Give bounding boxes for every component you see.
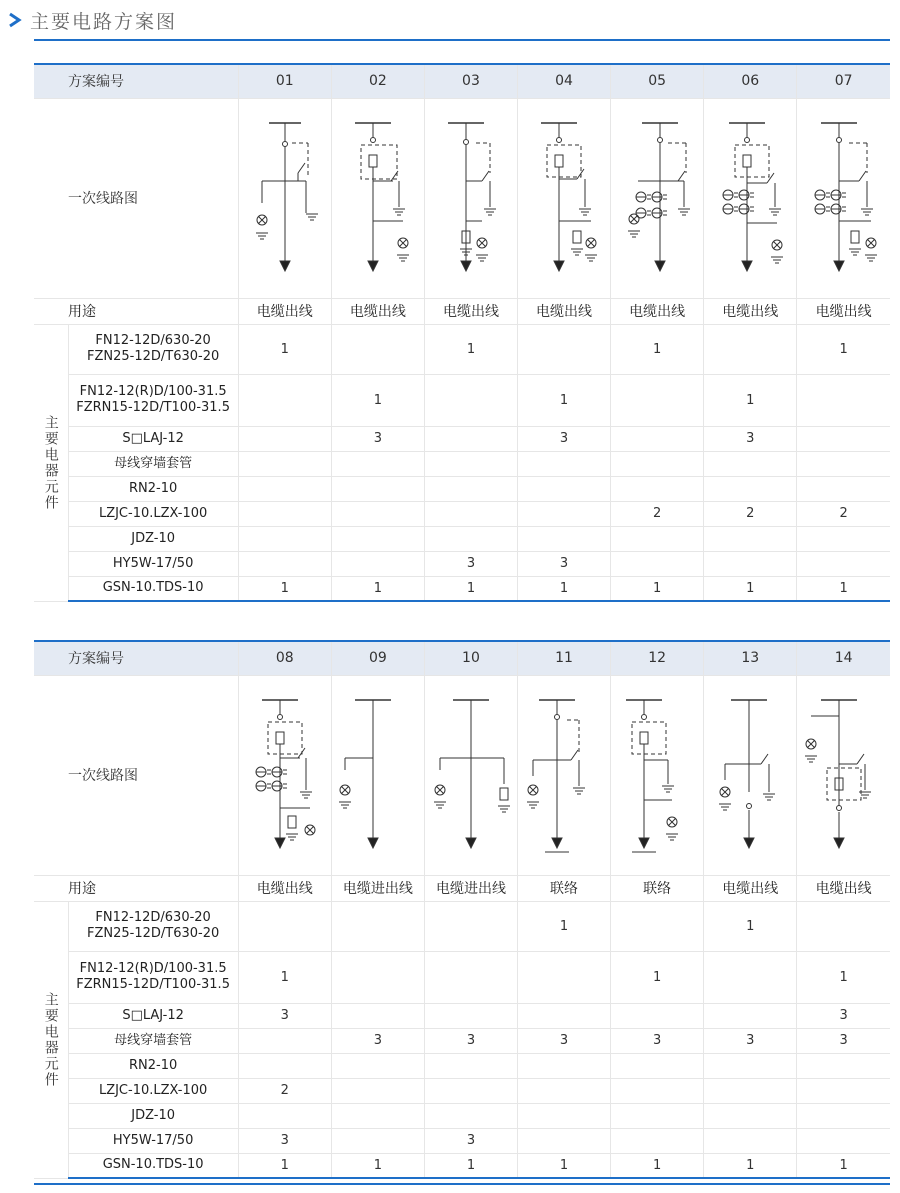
- component-name-text: FN12-12(R)D/100-31.5 FZRN15-12D/T100-31.5: [76, 961, 230, 992]
- component-qty: [238, 551, 331, 576]
- component-qty: [238, 901, 331, 951]
- component-row: [34, 324, 890, 374]
- component-qty: [424, 1103, 517, 1128]
- component-name: [68, 1078, 238, 1103]
- component-qty: [518, 1053, 611, 1078]
- component-qty: 2: [238, 1078, 331, 1103]
- component-row: [34, 1103, 890, 1128]
- use-value: 电缆出线: [238, 875, 331, 901]
- circuit-diagram-06: [705, 103, 795, 293]
- component-row: [34, 1078, 890, 1103]
- diagram-cell-02: [331, 98, 424, 298]
- use-value: 电缆出线: [238, 298, 331, 324]
- diagram-cell-04: [518, 98, 611, 298]
- circuit-diagram-04: [519, 103, 609, 293]
- circuit-diagram-14: [799, 680, 889, 870]
- component-qty: 1: [518, 374, 611, 426]
- component-qty: [611, 426, 704, 451]
- use-value: 电缆出线: [518, 298, 611, 324]
- diagram-label: 一次线路图: [34, 675, 238, 875]
- scheme-number-10: 10: [424, 641, 517, 675]
- scheme-number-08: 08: [238, 641, 331, 675]
- component-qty: [518, 501, 611, 526]
- component-name-text: LZJC-10.LZX-100: [98, 1082, 208, 1098]
- component-qty: 1: [797, 324, 890, 374]
- component-qty: 2: [797, 501, 890, 526]
- scheme-number-04: 04: [518, 64, 611, 98]
- circuit-diagram-01: [240, 103, 330, 293]
- component-qty: [518, 324, 611, 374]
- component-qty: 3: [424, 551, 517, 576]
- component-qty: [797, 374, 890, 426]
- component-row: [34, 1153, 890, 1178]
- component-qty: 1: [518, 576, 611, 601]
- component-row: [34, 476, 890, 501]
- component-qty: [331, 501, 424, 526]
- page-header: [8, 4, 177, 36]
- component-qty: 1: [704, 374, 797, 426]
- component-qty: 3: [424, 1128, 517, 1153]
- component-qty: [704, 526, 797, 551]
- component-qty: [611, 551, 704, 576]
- component-name-text: JDZ-10: [131, 1107, 175, 1123]
- component-qty: [797, 551, 890, 576]
- chevron-right-icon: [8, 12, 22, 28]
- component-name: [68, 1153, 238, 1178]
- component-qty: 2: [611, 501, 704, 526]
- diagram-cell-09: [331, 675, 424, 875]
- component-qty: [611, 1078, 704, 1103]
- component-qty: 3: [331, 1028, 424, 1053]
- component-qty: 1: [797, 951, 890, 1003]
- scheme-number-05: 05: [611, 64, 704, 98]
- component-qty: [238, 1103, 331, 1128]
- component-name: [68, 1003, 238, 1028]
- diagram-cell-03: [424, 98, 517, 298]
- component-qty: 3: [518, 551, 611, 576]
- component-qty: 1: [238, 324, 331, 374]
- component-name-text: S□LAJ-12: [122, 1007, 184, 1023]
- component-qty: 1: [424, 324, 517, 374]
- component-qty: [611, 1053, 704, 1078]
- component-qty: [424, 1078, 517, 1103]
- scheme-number-13: 13: [704, 641, 797, 675]
- use-row: [34, 875, 890, 901]
- use-value: 电缆出线: [704, 875, 797, 901]
- component-qty: [238, 476, 331, 501]
- component-qty: [424, 451, 517, 476]
- component-row: [34, 951, 890, 1003]
- component-row: [34, 1028, 890, 1053]
- component-row: [34, 576, 890, 601]
- component-name: [68, 324, 238, 374]
- use-row: [34, 298, 890, 324]
- component-qty: [518, 951, 611, 1003]
- component-qty: [797, 426, 890, 451]
- component-qty: [424, 426, 517, 451]
- diagram-row: [34, 98, 890, 298]
- scheme-number-09: 09: [331, 641, 424, 675]
- component-qty: 3: [238, 1003, 331, 1028]
- component-qty: [611, 1003, 704, 1028]
- scheme-number-14: 14: [797, 641, 890, 675]
- use-value: 联络: [518, 875, 611, 901]
- diagram-cell-10: [424, 675, 517, 875]
- component-qty: 3: [331, 426, 424, 451]
- component-qty: 3: [424, 1028, 517, 1053]
- component-qty: [518, 1078, 611, 1103]
- scheme-table-2: [34, 640, 890, 1179]
- component-row: [34, 526, 890, 551]
- component-qty: 1: [611, 324, 704, 374]
- component-qty: [704, 1078, 797, 1103]
- component-qty: 3: [518, 426, 611, 451]
- diagram-cell-13: [704, 675, 797, 875]
- component-qty: 3: [518, 1028, 611, 1053]
- diagram-cell-12: [611, 675, 704, 875]
- component-name-text: RN2-10: [128, 480, 178, 496]
- component-name-text: 母线穿墙套管: [114, 1032, 193, 1048]
- scheme-number-label: 方案编号: [34, 64, 238, 98]
- circuit-diagram-13: [705, 680, 795, 870]
- component-name: [68, 1028, 238, 1053]
- component-qty: [704, 324, 797, 374]
- page-title: 主要电路方案图: [30, 10, 178, 33]
- header-divider: [34, 39, 890, 41]
- scheme-header-row: [34, 64, 890, 98]
- use-value: 电缆出线: [704, 298, 797, 324]
- component-qty: [238, 374, 331, 426]
- component-qty: [424, 1053, 517, 1078]
- component-row: [34, 426, 890, 451]
- component-row: [34, 451, 890, 476]
- scheme-number-06: 06: [704, 64, 797, 98]
- component-name: [68, 501, 238, 526]
- component-qty: [518, 476, 611, 501]
- component-qty: 3: [704, 426, 797, 451]
- component-qty: [704, 1103, 797, 1128]
- use-value: 联络: [611, 875, 704, 901]
- component-qty: 1: [238, 576, 331, 601]
- component-qty: 1: [238, 951, 331, 1003]
- component-qty: [611, 451, 704, 476]
- component-qty: [797, 1053, 890, 1078]
- component-row: [34, 1053, 890, 1078]
- scheme-number-11: 11: [518, 641, 611, 675]
- component-qty: 1: [238, 1153, 331, 1178]
- circuit-diagram-08: [240, 680, 330, 870]
- component-qty: [611, 374, 704, 426]
- component-qty: [331, 1003, 424, 1028]
- use-value: 电缆进出线: [424, 875, 517, 901]
- component-qty: 3: [611, 1028, 704, 1053]
- component-qty: [611, 901, 704, 951]
- component-row: [34, 551, 890, 576]
- component-qty: 3: [238, 1128, 331, 1153]
- diagram-cell-14: [797, 675, 890, 875]
- circuit-diagram-12: [612, 680, 702, 870]
- component-row: [34, 501, 890, 526]
- use-value: 电缆出线: [611, 298, 704, 324]
- component-qty: 1: [331, 576, 424, 601]
- component-name-text: FN12-12D/630-20 FZN25-12D/T630-20: [86, 333, 220, 364]
- component-qty: 1: [424, 576, 517, 601]
- component-qty: 1: [704, 576, 797, 601]
- component-name-text: FN12-12(R)D/100-31.5 FZRN15-12D/T100-31.5: [76, 384, 230, 415]
- scheme-number-01: 01: [238, 64, 331, 98]
- circuit-diagram-11: [519, 680, 609, 870]
- component-qty: [704, 476, 797, 501]
- component-qty: [238, 426, 331, 451]
- component-name: [68, 551, 238, 576]
- component-qty: [331, 476, 424, 501]
- component-name-text: HY5W-17/50: [112, 555, 194, 571]
- component-qty: [611, 1128, 704, 1153]
- scheme-number-02: 02: [331, 64, 424, 98]
- component-qty: 1: [331, 1153, 424, 1178]
- component-qty: [704, 951, 797, 1003]
- component-qty: [704, 451, 797, 476]
- component-qty: [797, 476, 890, 501]
- component-name: [68, 526, 238, 551]
- component-name: [68, 1103, 238, 1128]
- component-qty: [797, 526, 890, 551]
- component-row: [34, 901, 890, 951]
- diagram-cell-07: [797, 98, 890, 298]
- component-qty: 1: [611, 1153, 704, 1178]
- component-qty: 1: [611, 576, 704, 601]
- component-name: [68, 374, 238, 426]
- use-value: 电缆出线: [797, 875, 890, 901]
- component-qty: [331, 1078, 424, 1103]
- diagram-label: 一次线路图: [34, 98, 238, 298]
- component-name-text: FN12-12D/630-20 FZN25-12D/T630-20: [86, 910, 220, 941]
- diagram-cell-08: [238, 675, 331, 875]
- component-name: [68, 426, 238, 451]
- component-name-text: 母线穿墙套管: [114, 455, 193, 471]
- component-qty: 2: [704, 501, 797, 526]
- use-label: 用途: [34, 875, 238, 901]
- component-qty: [611, 1103, 704, 1128]
- component-qty: [518, 1128, 611, 1153]
- component-name: [68, 576, 238, 601]
- component-name-text: LZJC-10.LZX-100: [98, 505, 208, 521]
- component-name: [68, 1053, 238, 1078]
- footer-divider: [34, 1183, 890, 1185]
- component-qty: [704, 1128, 797, 1153]
- use-label: 用途: [34, 298, 238, 324]
- component-qty: [518, 451, 611, 476]
- component-qty: [424, 476, 517, 501]
- use-value: 电缆进出线: [331, 875, 424, 901]
- diagram-cell-11: [518, 675, 611, 875]
- component-qty: [424, 526, 517, 551]
- component-name-text: GSN-10.TDS-10: [102, 580, 204, 596]
- circuit-diagram-10: [426, 680, 516, 870]
- component-qty: [424, 1003, 517, 1028]
- scheme-table-1: [34, 63, 890, 602]
- component-row: [34, 374, 890, 426]
- component-qty: [797, 901, 890, 951]
- component-qty: [331, 324, 424, 374]
- component-qty: 1: [518, 1153, 611, 1178]
- diagram-cell-05: [611, 98, 704, 298]
- component-row: [34, 1003, 890, 1028]
- component-qty: 1: [797, 576, 890, 601]
- component-qty: [331, 526, 424, 551]
- diagram-cell-06: [704, 98, 797, 298]
- component-qty: [704, 1053, 797, 1078]
- circuit-diagram-03: [426, 103, 516, 293]
- component-name-text: HY5W-17/50: [112, 1132, 194, 1148]
- component-qty: 1: [797, 1153, 890, 1178]
- component-qty: [238, 501, 331, 526]
- component-name: [68, 476, 238, 501]
- component-qty: [331, 901, 424, 951]
- component-qty: 1: [331, 374, 424, 426]
- component-qty: 1: [704, 1153, 797, 1178]
- diagram-row: [34, 675, 890, 875]
- component-qty: [797, 1103, 890, 1128]
- component-qty: 1: [611, 951, 704, 1003]
- scheme-number-label: 方案编号: [34, 641, 238, 675]
- circuit-diagram-05: [612, 103, 702, 293]
- component-qty: [424, 951, 517, 1003]
- scheme-number-12: 12: [611, 641, 704, 675]
- component-name: [68, 1128, 238, 1153]
- component-qty: [611, 476, 704, 501]
- component-group-label: 主要电器元件: [34, 324, 68, 601]
- component-qty: [797, 1078, 890, 1103]
- component-qty: [424, 501, 517, 526]
- circuit-diagram-09: [333, 680, 423, 870]
- component-qty: 1: [518, 901, 611, 951]
- diagram-cell-01: [238, 98, 331, 298]
- component-qty: 1: [424, 1153, 517, 1178]
- component-qty: [331, 551, 424, 576]
- component-qty: [424, 374, 517, 426]
- component-qty: [704, 551, 797, 576]
- use-value: 电缆出线: [331, 298, 424, 324]
- component-name-text: GSN-10.TDS-10: [102, 1157, 204, 1173]
- component-qty: [238, 451, 331, 476]
- component-qty: [238, 526, 331, 551]
- scheme-number-03: 03: [424, 64, 517, 98]
- use-value: 电缆出线: [424, 298, 517, 324]
- component-name-text: RN2-10: [128, 1057, 178, 1073]
- scheme-number-07: 07: [797, 64, 890, 98]
- component-qty: [331, 1053, 424, 1078]
- component-qty: [518, 526, 611, 551]
- component-name: [68, 901, 238, 951]
- component-qty: 3: [797, 1028, 890, 1053]
- component-name-text: JDZ-10: [131, 530, 175, 546]
- component-name: [68, 951, 238, 1003]
- component-group-label: 主要电器元件: [34, 901, 68, 1178]
- component-qty: 1: [704, 901, 797, 951]
- component-row: [34, 1128, 890, 1153]
- component-qty: [331, 951, 424, 1003]
- component-qty: 3: [704, 1028, 797, 1053]
- component-qty: [331, 1103, 424, 1128]
- component-qty: [238, 1053, 331, 1078]
- component-qty: [331, 451, 424, 476]
- component-name: [68, 451, 238, 476]
- component-qty: [704, 1003, 797, 1028]
- component-qty: [331, 1128, 424, 1153]
- component-qty: [518, 1003, 611, 1028]
- component-qty: [611, 526, 704, 551]
- circuit-diagram-07: [799, 103, 889, 293]
- component-name-text: S□LAJ-12: [122, 430, 184, 446]
- component-qty: [424, 901, 517, 951]
- scheme-header-row: [34, 641, 890, 675]
- component-qty: [238, 1028, 331, 1053]
- component-qty: [797, 1128, 890, 1153]
- component-qty: [797, 451, 890, 476]
- circuit-diagram-02: [333, 103, 423, 293]
- component-qty: [518, 1103, 611, 1128]
- component-qty: 3: [797, 1003, 890, 1028]
- use-value: 电缆出线: [797, 298, 890, 324]
